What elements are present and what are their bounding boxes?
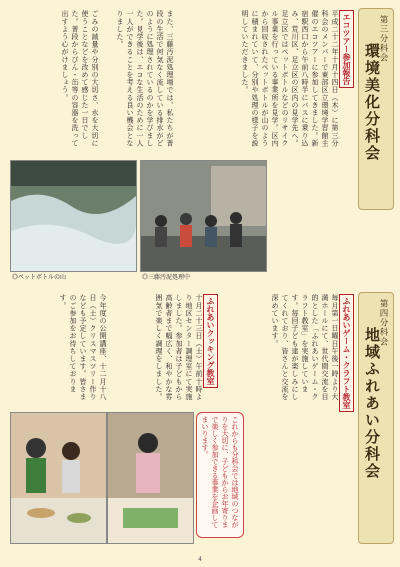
eco-tour-body-3: ごみの減量や分別の大切さ、水を大切に使うことなどを改めて感じた一日でした。普段からびん・缶等の容器を洗って出すよう心がけましょう。 [61,10,99,147]
cooking-photo-2-image [108,413,193,543]
section-title: 地域ふれあい分科会 [363,327,381,480]
section-title: 環境美化分科会 [363,43,381,162]
page-number: 4 [198,556,202,563]
cooking-photo-1-image [11,413,106,543]
section-number-label: 第三分科会 [378,15,388,63]
photo-cooking-class-1 [10,412,107,544]
cooking-body: 十月二十三日（土）午前十時より地区センター調理室にて実施しました。参加者は子どもから高齢者まで幅広く、和やかな雰囲気で楽しく調理をしました。 [155,294,203,401]
petbottle-photo-image [11,161,136,271]
game-craft-heading: ふれあいゲーム・クラフト教室 [339,294,354,412]
upcoming-body: 今年度の公開講座、十二月十八日（土）クリスマスツリー作りなども予定しています。皆さまのご参加をお待ちしております。 [59,294,107,401]
eco-tour-body-2: また、三藤汚泥処理場では、私たちが普段の生活で何気なく流している排水がどのように処理されているのかを学びました。見学後は、エコな生活のために一人一人ができることを考える良い機会となりました。 [116,10,174,147]
game-craft-body: 毎月第一日曜日午後一時より大満ホールにて、世代間交流を目的とした「ふれあいゲーム・クラフト教室」を実施しています。毎回子ども達が楽しみにしてくれており、皆さんと交流を深めています。 [271,294,339,401]
eco-tour-heading: エコツアー参加報告 [339,10,354,88]
sludge-caption: ◎三藤汚泥処理中 [142,275,191,281]
petbottle-caption: ◎ペットボトルの山 [12,275,67,281]
sludge-photo-image [141,161,266,271]
environment-section-banner [358,8,394,210]
community-section-banner [358,292,394,544]
photo-cooking-class-2 [107,412,194,544]
photo-petbottle-mountain [10,160,137,272]
community-closing-note: これからも分科会では地域のつながりを大切に、子どもからお年寄りまで楽しく参加できる事業を企画してまいります。 [196,412,244,538]
cooking-heading: ふれあいクッキング教室 [203,294,218,388]
photo-sludge-treatment [140,160,267,272]
eco-tour-body-1: 平成二十二年十月十四日（木）に第三分科会のメンバーで東部区立環境学習館主催のエコツアーに参加してきました。新宿駅西口から午前八時半にバスに乗り込み、荒川区、足立区の区内の見学先へ。足立区ではペットボトルなどのリサイクル事業を行っている事業所を見学。区内から回収されたペットボトルが山のように積まれていて、分別や処理の様子を説明していただきました。 [241,10,339,147]
section-number-label: 第四分科会 [378,299,388,347]
